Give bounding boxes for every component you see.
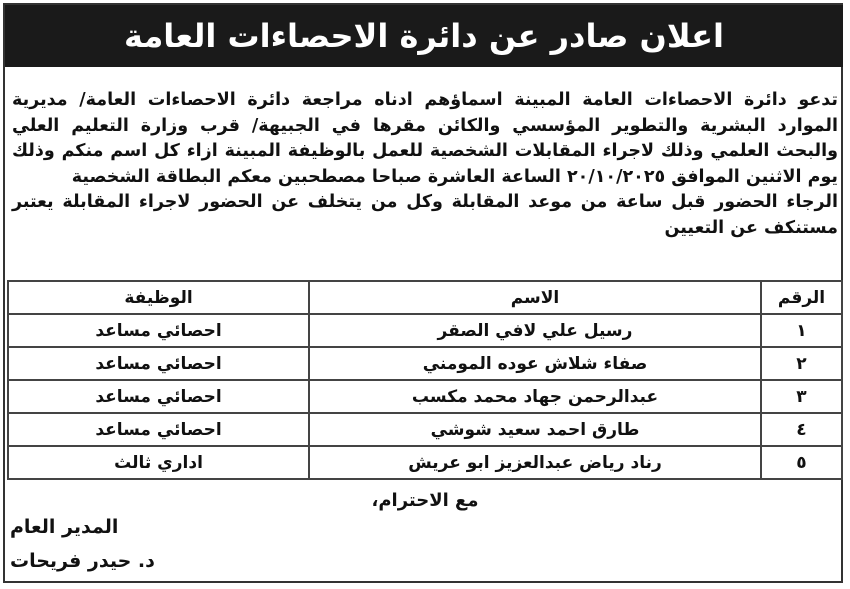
announcement-title: اعلان صادر عن دائرة الاحصاءات العامة — [124, 17, 724, 55]
announcement-body — [12, 88, 838, 241]
table-header-row — [8, 281, 842, 314]
announcement-header — [5, 5, 843, 67]
table-row — [8, 314, 842, 347]
cell-name: رسيل علي لافي الصقر — [309, 314, 761, 347]
cell-name: عبدالرحمن جهاد محمد مكسب — [309, 380, 761, 413]
table-row — [8, 380, 842, 413]
cell-job: احصائي مساعد — [8, 347, 309, 380]
cell-job: احصائي مساعد — [8, 314, 309, 347]
table-row — [8, 446, 842, 479]
table-row — [8, 347, 842, 380]
header-job: الوظيفة — [8, 281, 309, 314]
cell-job: احصائي مساعد — [8, 413, 309, 446]
cell-number: ٤ — [761, 413, 842, 446]
regards: مع الاحترام، — [371, 490, 479, 511]
cell-number: ١ — [761, 314, 842, 347]
cell-name: صفاء شلاش عوده المومني — [309, 347, 761, 380]
invitation-paragraph: تدعو دائرة الاحصاءات العامة المبينة اسماؤهم ادناه مراجعة دائرة الاحصاءات العامة/ مديرية الموارد البشرية والتطوير المؤسسي والكائن مقرها في الجبيهة/ قرب وزارة التعليم العلي والبحث العلمي وذلك لاجراء المقابلات الشخصية للعمل بالوظيفة المبينة ازاء كل اسم منكم وذلك يوم الاثنين الموافق ٢٠/١٠/٢٠٢٥ الساعة العاشرة صباحا مصطحبين معكم البطاقة الشخصية — [12, 90, 838, 187]
cell-number: ٥ — [761, 446, 842, 479]
attendance-note: الرجاء الحضور قبل ساعة من موعد المقابلة وكل من يتخلف عن الحضور لاجراء المقابلة يعتبر مستنكف عن التعيين — [12, 192, 838, 238]
cell-number: ٢ — [761, 347, 842, 380]
header-number: الرقم — [761, 281, 842, 314]
signer-title: المدير العام — [10, 516, 119, 538]
table-row — [8, 413, 842, 446]
signer-name: د. حيدر فريحات — [10, 550, 155, 572]
candidates-table — [7, 280, 843, 480]
cell-number: ٣ — [761, 380, 842, 413]
cell-name: رناد رياض عبدالعزيز ابو عريش — [309, 446, 761, 479]
header-name: الاسم — [309, 281, 761, 314]
cell-job: احصائي مساعد — [8, 380, 309, 413]
cell-name: طارق احمد سعيد شوشي — [309, 413, 761, 446]
cell-job: اداري ثالث — [8, 446, 309, 479]
